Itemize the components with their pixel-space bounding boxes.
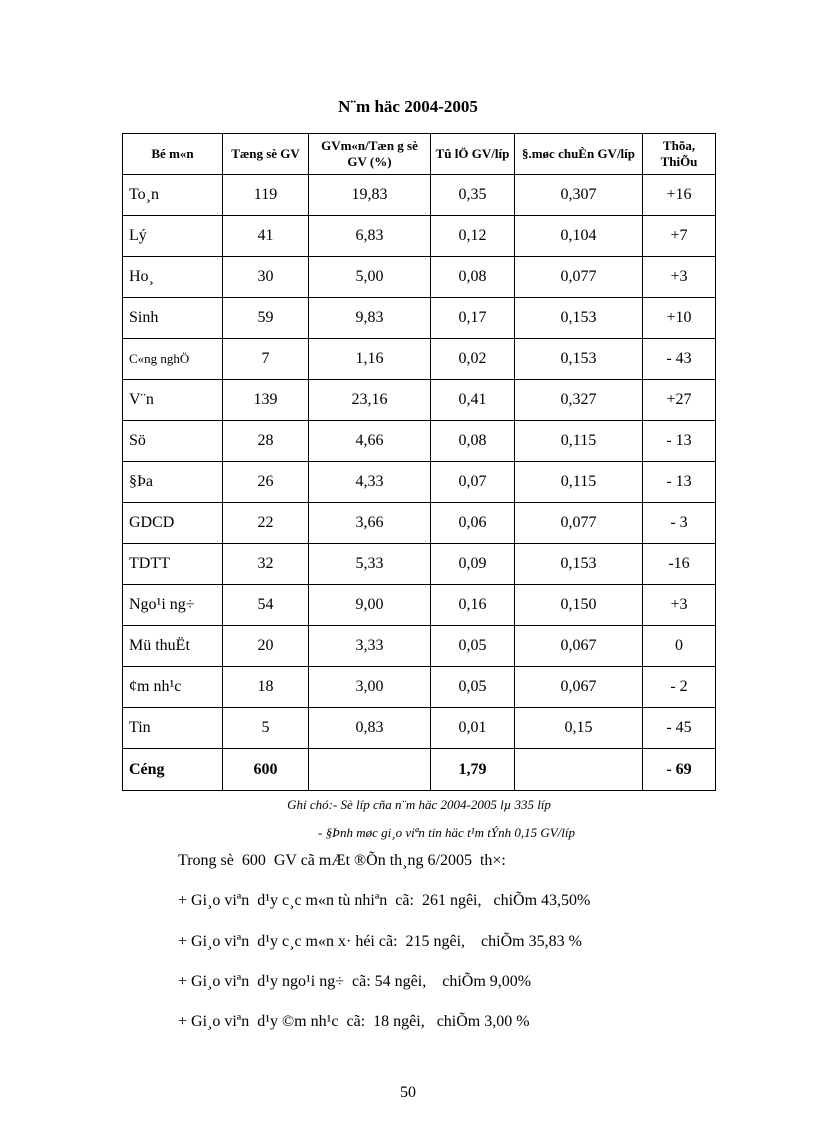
cell-total: 26 [223,462,309,503]
header-surplus-shortage: Thõa, ThiÕu [643,134,716,175]
cell-diff: -16 [643,544,716,585]
cell-ratio: 0,16 [431,585,515,626]
table-row [123,257,716,298]
note-line-1: Ghi chó:- Sè líp cña n¨m häc 2004-2005 lµ 335 líp [287,797,551,812]
cell-total: 59 [223,298,309,339]
cell-subject: TDTT [123,544,223,585]
cell-ratio: 0,01 [431,708,515,749]
cell-standard: 0,153 [515,298,643,339]
cell-percent: 3,66 [309,503,431,544]
note-line-2: - §Þnh møc gi¸o viªn tin häc t¹m tÝnh 0,15 GV/líp [318,825,575,840]
table-row [123,667,716,708]
cell-diff: - 3 [643,503,716,544]
cell-standard: 0,067 [515,667,643,708]
teacher-statistics-table [122,133,716,791]
cell-total: 7 [223,339,309,380]
page-title: N¨m häc 2004-2005 [338,97,478,116]
cell-total: 18 [223,667,309,708]
cell-diff: 0 [643,626,716,667]
cell-diff: +27 [643,380,716,421]
cell-standard: 0,150 [515,585,643,626]
cell-standard [515,749,643,791]
header-standard: §.møc chuÈn GV/líp [515,134,643,175]
page-number: 50 [400,1084,416,1101]
cell-percent: 4,66 [309,421,431,462]
cell-total: 119 [223,175,309,216]
cell-subject: Sö [123,421,223,462]
cell-subject: V¨n [123,380,223,421]
cell-ratio: 0,05 [431,667,515,708]
cell-standard: 0,077 [515,257,643,298]
table-row [123,216,716,257]
cell-percent: 4,33 [309,462,431,503]
cell-ratio: 0,09 [431,544,515,585]
cell-percent: 6,83 [309,216,431,257]
cell-percent: 3,00 [309,667,431,708]
cell-percent: 9,83 [309,298,431,339]
cell-subject: Mü thuËt [123,626,223,667]
cell-total: 22 [223,503,309,544]
cell-standard: 0,115 [515,421,643,462]
table-row [123,544,716,585]
cell-ratio: 0,35 [431,175,515,216]
cell-subject: Sinh [123,298,223,339]
summary-paragraph: + Gi¸o viªn d¹y ngo¹i ng÷ cã: 54 ngêi, chiÕm 9,00% [178,973,532,990]
header-ratio: Tû lÖ GV/líp [431,134,515,175]
cell-total: 32 [223,544,309,585]
cell-diff: - 45 [643,708,716,749]
cell-diff: +3 [643,257,716,298]
cell-total: 54 [223,585,309,626]
summary-paragraph: + Gi¸o viªn d¹y c¸c m«n tù nhiªn cã: 261 ngêi, chiÕm 43,50% [178,892,591,909]
cell-standard: 0,104 [515,216,643,257]
table-row [123,585,716,626]
cell-diff: +3 [643,585,716,626]
cell-ratio: 0,05 [431,626,515,667]
cell-standard: 0,077 [515,503,643,544]
summary-paragraph: + Gi¸o viªn d¹y ©m nh¹c cã: 18 ngêi, chiÕm 3,00 % [178,1013,530,1030]
cell-ratio: 0,02 [431,339,515,380]
table-total-row [123,749,716,791]
cell-total: 5 [223,708,309,749]
cell-ratio: 1,79 [431,749,515,791]
cell-subject: Lý [123,216,223,257]
cell-percent: 0,83 [309,708,431,749]
table-row [123,626,716,667]
cell-percent: 23,16 [309,380,431,421]
cell-diff: - 13 [643,421,716,462]
header-total-teachers: Tæng sè GV [223,134,309,175]
cell-subject: GDCD [123,503,223,544]
cell-ratio: 0,41 [431,380,515,421]
header-percent: GVm«n/Tæn g sè GV (%) [309,134,431,175]
table-row [123,339,716,380]
cell-percent: 5,00 [309,257,431,298]
cell-diff: - 69 [643,749,716,791]
header-subject: Bé m«n [123,134,223,175]
cell-standard: 0,153 [515,339,643,380]
cell-ratio: 0,06 [431,503,515,544]
cell-total: 139 [223,380,309,421]
table-row [123,503,716,544]
cell-percent: 19,83 [309,175,431,216]
cell-subject: Ngo¹i ng÷ [123,585,223,626]
cell-subject: Tin [123,708,223,749]
cell-percent: 1,16 [309,339,431,380]
cell-total: 41 [223,216,309,257]
cell-standard: 0,153 [515,544,643,585]
cell-subject: To¸n [123,175,223,216]
table-row [123,298,716,339]
cell-percent: 9,00 [309,585,431,626]
cell-total: 20 [223,626,309,667]
cell-total: 30 [223,257,309,298]
cell-standard: 0,067 [515,626,643,667]
table-row [123,708,716,749]
cell-standard: 0,307 [515,175,643,216]
cell-standard: 0,15 [515,708,643,749]
table-row [123,175,716,216]
cell-diff: +7 [643,216,716,257]
cell-ratio: 0,17 [431,298,515,339]
cell-subject: ¢m nh¹c [123,667,223,708]
cell-standard: 0,327 [515,380,643,421]
cell-total: 600 [223,749,309,791]
table-header-row [123,134,716,175]
table-row [123,421,716,462]
cell-ratio: 0,08 [431,421,515,462]
cell-ratio: 0,12 [431,216,515,257]
cell-diff: - 2 [643,667,716,708]
cell-subject: Ho¸ [123,257,223,298]
cell-ratio: 0,07 [431,462,515,503]
cell-subject: Céng [123,749,223,791]
cell-diff: - 43 [643,339,716,380]
table-row [123,380,716,421]
summary-paragraph: Trong sè 600 GV cã mÆt ®Õn th¸ng 6/2005 th×: [178,852,506,869]
cell-ratio: 0,08 [431,257,515,298]
cell-diff: +10 [643,298,716,339]
cell-diff: - 13 [643,462,716,503]
cell-percent: 5,33 [309,544,431,585]
cell-total: 28 [223,421,309,462]
cell-standard: 0,115 [515,462,643,503]
cell-percent [309,749,431,791]
cell-subject: §Þa [123,462,223,503]
cell-subject: C«ng nghÖ [123,339,223,380]
summary-paragraph: + Gi¸o viªn d¹y c¸c m«n x· héi cã: 215 ngêi, chiÕm 35,83 % [178,933,582,950]
cell-diff: +16 [643,175,716,216]
table-row [123,462,716,503]
cell-percent: 3,33 [309,626,431,667]
